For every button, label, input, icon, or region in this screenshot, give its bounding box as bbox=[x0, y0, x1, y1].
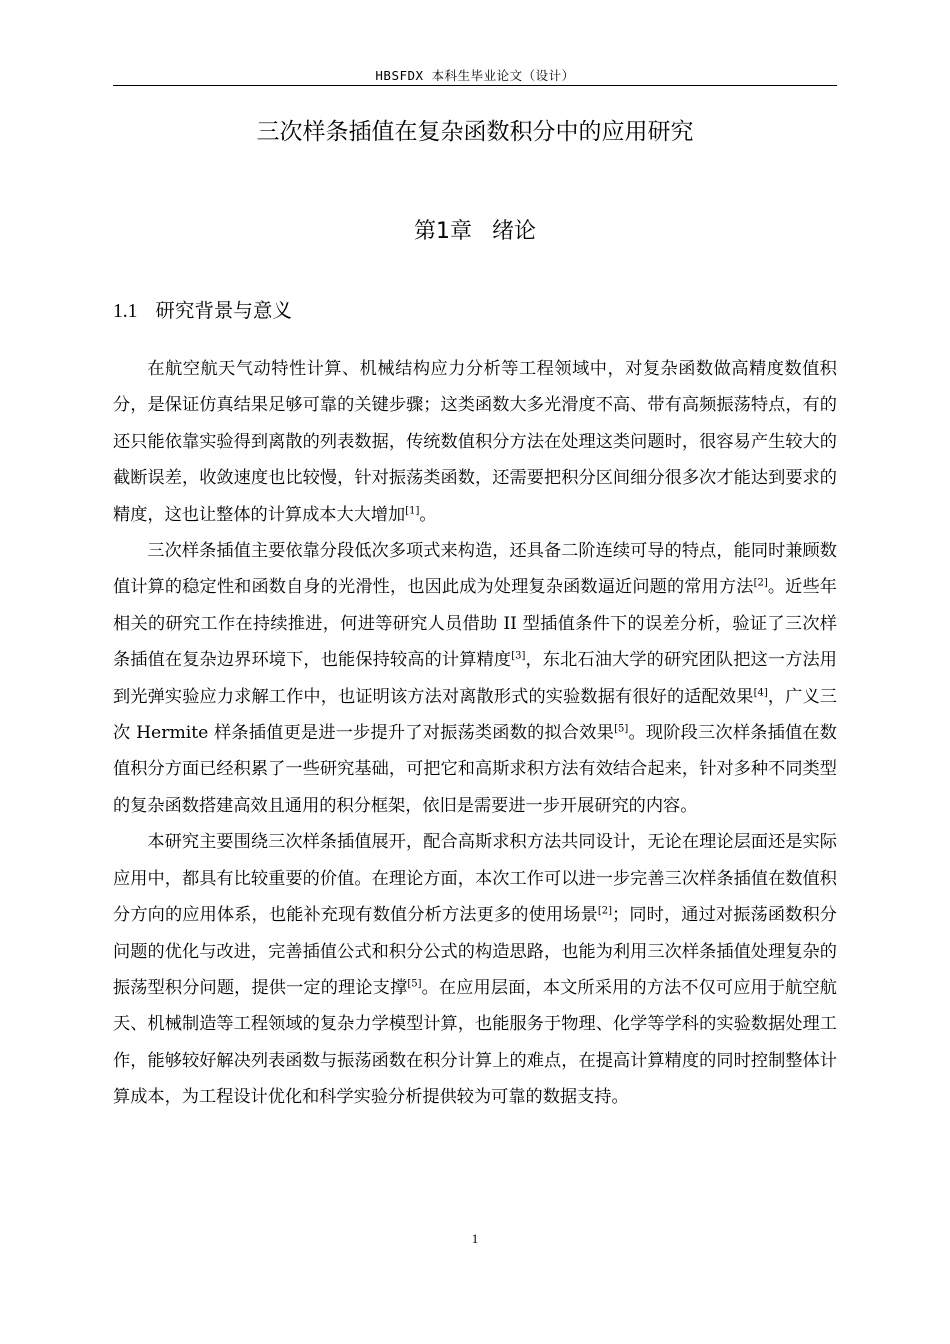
citation-marker: [2] bbox=[753, 577, 768, 589]
citation-marker: [4] bbox=[753, 686, 768, 698]
paragraph-text: 。在应用层面，本文所采用的方法不仅可应用于航空航天、机械制造等工程领域的复杂力学模型计算，也能服务于物理、化学等学科的实验数据处理工作，能够较好解决列表函数与振荡函数在积分计算上的难点，在提高计算精度的同时控制整体计算成本，为工程设计优化和科学实验分析提供较为可靠的数据支持。 bbox=[113, 977, 837, 1108]
paragraph-text: 。近些年相关的研究工作在持续推进，何进等研究人员借助 II 型插值条件下的误差分析，验证了三次样条插值在复杂边界环境下，也能保持较高的计算精度 bbox=[113, 577, 837, 671]
citation-marker: [2] bbox=[597, 905, 613, 917]
section-heading bbox=[113, 295, 292, 323]
paragraph-text: 。现阶段三次样条插值在数值积分方面已经积累了一些研究基础，可把它和高斯求积方法有效结合起来，针对多种不同类型的复杂函数搭建高效且通用的积分框架，依旧是需要进一步开展研究的内容。 bbox=[113, 723, 837, 816]
body-paragraph bbox=[113, 351, 837, 533]
citation-marker: [5] bbox=[614, 723, 629, 735]
chapter-title: 绪论 bbox=[491, 219, 536, 244]
thesis-title: 三次样条插值在复杂函数积分中的应用研究 bbox=[256, 119, 694, 145]
chapter-heading bbox=[113, 214, 837, 245]
paragraph-text: 在航空航天气动特性计算、机械结构应力分析等工程领域中，对复杂函数做高精度数值积分，是保证仿真结果足够可靠的关键步骤；这类函数大多光滑度不高、带有高频振荡特点，有的还只能依靠实验得到离散的列表数据，传统数值积分方法在处理这类问题时，很容易产生较大的截断误差，收敛速度也比较慢，针对振荡类函数，还需要把积分区间细分很多次才能达到要求的精度，这也让整体的计算成本大大增加 bbox=[113, 359, 837, 525]
paragraph-text: ，东北石油大学的研究团队把这一方法用到光弹实验应力求解工作中，也证明该方法对离散形式的实验数据有很好的适配效果 bbox=[113, 650, 837, 707]
citation-marker: [3] bbox=[511, 650, 526, 662]
body-paragraph bbox=[113, 824, 837, 1115]
section-title: 研究背景与意义 bbox=[155, 299, 292, 322]
paragraph-text: ；同时，通过对振荡函数积分问题的优化与改进，完善插值公式和积分公式的构造思路，也能为利用三次样条插值处理复杂的振荡型积分问题，提供一定的理论支撑 bbox=[113, 905, 837, 998]
body-paragraph bbox=[113, 533, 837, 824]
paragraph-text: 三次样条插值主要依靠分段低次多项式来构造，还具备二阶连续可导的特点，能同时兼顾数值计算的稳定性和函数自身的光滑性，也因此成为处理复杂函数逼近问题的常用方法 bbox=[113, 541, 837, 598]
section-number: 1.1 bbox=[113, 301, 138, 322]
page-number: 1 bbox=[471, 1231, 479, 1246]
running-header: HBSFDX 本科生毕业论文（设计） bbox=[375, 68, 575, 83]
header-rule bbox=[113, 85, 837, 86]
paragraph-text: ，广义三次 Hermite 样条插值更是进一步提升了对振荡类函数的拟合效果 bbox=[113, 686, 837, 744]
citation-marker: [1] bbox=[405, 504, 420, 516]
body-text bbox=[113, 351, 837, 1116]
paragraph-text: 本研究主要围绕三次样条插值展开，配合高斯求积方法共同设计，无论在理论层面还是实际应用中，都具有比较重要的价值。在理论方面，本次工作可以进一步完善三次样条插值在数值积分方向的应用体系，也能补充现有数值分析方法更多的使用场景 bbox=[113, 832, 837, 926]
citation-marker: [5] bbox=[407, 978, 422, 990]
chapter-number: 第1章 bbox=[413, 219, 472, 244]
paragraph-text: 。 bbox=[419, 504, 437, 525]
